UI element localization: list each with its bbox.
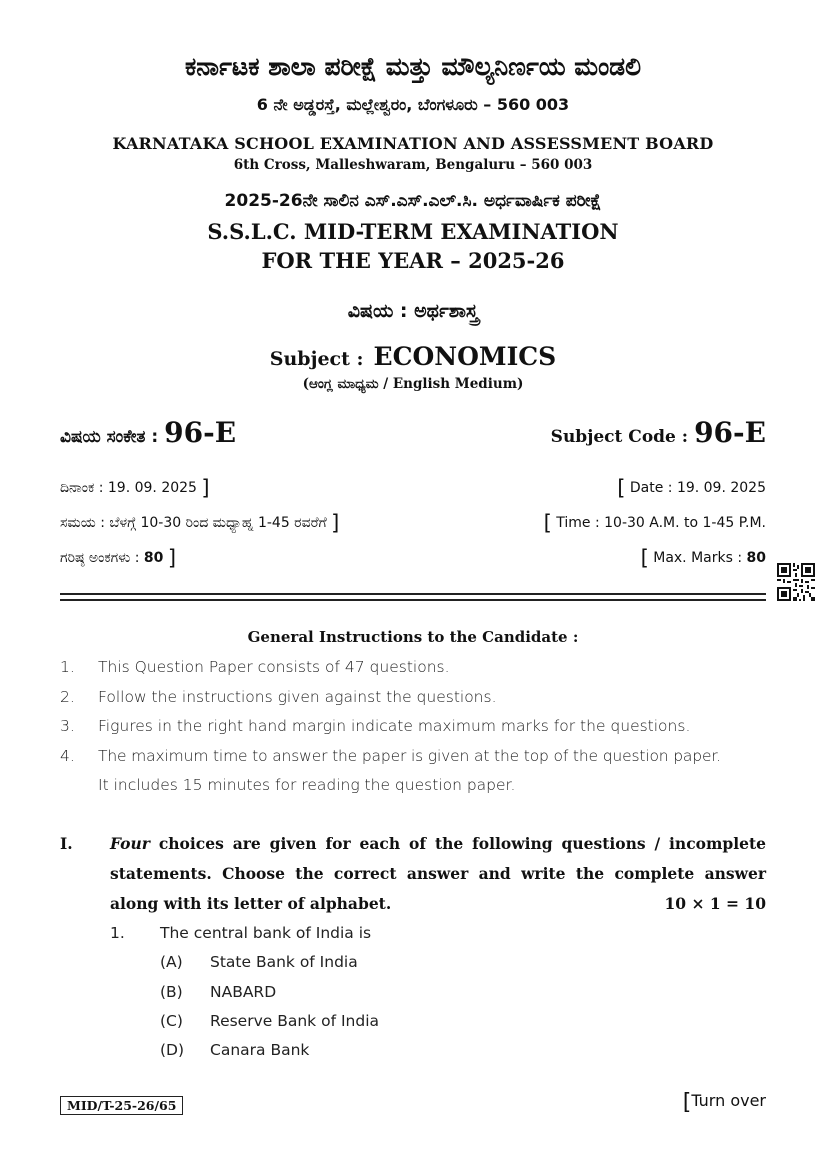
date-kannada-text: ದಿನಾಂಕ : 19. 09. 2025: [60, 480, 197, 496]
max-marks-english-value: 80: [746, 550, 766, 566]
section-emphasis: Four: [110, 834, 150, 853]
instruction-text: The maximum time to answer the paper is given at the top of the question paper.: [98, 747, 721, 765]
bracket-close: ]: [201, 476, 210, 500]
bracket-close: ]: [167, 546, 177, 570]
divider-line: [60, 593, 766, 595]
exam-title-kannada: 2025-26ನೇ ಸಾಲಿನ ಎಸ್.ಎಸ್.ಎಲ್.ಸಿ. ಅರ್ಧವಾರ್ಷಿಕ ಪರೀಕ್ಷೆ: [224, 191, 602, 211]
turn-over-text: Turn over: [691, 1091, 766, 1110]
instruction-text: Follow the instructions given against the questions.: [98, 688, 497, 706]
divider-line: [60, 599, 766, 601]
instruction-text: Figures in the right hand margin indicate maximum marks for the questions.: [98, 717, 691, 735]
max-marks-english: [641, 546, 766, 570]
section-number: I.: [60, 834, 73, 853]
instruction-text: It includes 15 minutes for reading the question paper.: [98, 776, 516, 794]
bracket-open: [: [640, 546, 649, 570]
instruction-number: 1.: [60, 658, 75, 676]
subject-code-english-label: Subject Code :: [550, 427, 689, 447]
option-letter: (A): [160, 953, 183, 971]
option-text: NABARD: [210, 983, 277, 1001]
exam-title-english-line2: FOR THE YEAR – 2025-26: [261, 248, 565, 273]
instruction-number: 2.: [60, 688, 75, 706]
bracket-open: [: [617, 476, 626, 500]
board-address-kannada: 6 ನೇ ಅಡ್ಡರಸ್ತೆ, ಮಲ್ಲೇಶ್ವರಂ, ಬೆಂಗಳೂರು – 560 003: [256, 95, 570, 114]
medium-english: / English Medium: [378, 376, 517, 392]
board-name-english: KARNATAKA SCHOOL EXAMINATION AND ASSESSMENT BOARD: [112, 134, 714, 153]
bracket-open: [: [543, 511, 552, 535]
section-marks: 10 × 1 = 10: [664, 894, 766, 913]
paper-code-badge: MID/T-25-26/65: [60, 1096, 183, 1115]
time-english-text: Time : 10-30 A.M. to 1-45 P.M.: [556, 515, 766, 531]
date-english-text: Date : 19. 09. 2025: [629, 480, 766, 496]
bracket-close: ]: [331, 511, 340, 535]
section-one: [60, 834, 766, 924]
exam-title-english-line1: S.S.L.C. MID-TERM EXAMINATION: [207, 219, 619, 244]
date-kannada: [60, 476, 210, 500]
section-instruction-text: choices are given for each of the following questions / incomplete: [149, 834, 766, 853]
option-letter: (B): [160, 983, 183, 1001]
bracket-open: [: [682, 1090, 692, 1115]
board-name-kannada: ಕರ್ನಾಟಕ ಶಾಲಾ ಪರೀಕ್ಷೆ ಮತ್ತು ಮೌಲ್ಯನಿರ್ಣಯ ಮಂಡಲಿ: [185, 52, 641, 81]
medium-note: [0, 376, 826, 392]
qr-code-icon: [777, 563, 815, 601]
question-number: 1.: [110, 924, 125, 942]
subject-code-kannada-label: ವಿಷಯ ಸಂಕೇತ :: [60, 427, 159, 447]
option-letter: (D): [160, 1041, 185, 1059]
section-instruction-line: [110, 834, 766, 853]
subject-code-kannada-value: 96-E: [164, 416, 237, 449]
option-text: Canara Bank: [210, 1041, 310, 1059]
subject-label: Subject :: [269, 348, 364, 370]
subject-heading: [0, 342, 826, 371]
max-marks-kannada: [60, 546, 176, 570]
section-instruction-line: statements. Choose the correct answer and write the complete answer: [110, 864, 766, 883]
date-english: [617, 476, 766, 500]
option-letter: (C): [160, 1012, 183, 1030]
subject-code-english: [551, 416, 766, 449]
section-instruction-line: along with its letter of alphabet.: [110, 894, 392, 913]
subject-code-english-value: 96-E: [694, 416, 766, 449]
turn-over-note: [683, 1090, 766, 1115]
max-marks-kannada-label: ಗರಿಷ್ಠ ಅಂಕಗಳು :: [60, 550, 144, 566]
medium-kannada: ಆಂಗ್ಲ ಮಾಧ್ಯಮ: [309, 376, 379, 392]
question-text: The central bank of India is: [160, 924, 372, 942]
subject-value: ECONOMICS: [373, 342, 557, 371]
subject-kannada: ವಿಷಯ : ಅರ್ಥಶಾಸ್ತ್ರ: [347, 300, 479, 322]
instruction-text: This Question Paper consists of 47 questions.: [98, 658, 450, 676]
instruction-number: 4.: [60, 747, 75, 765]
time-kannada-text: ಸಮಯ : ಬೆಳಗ್ಗೆ 10-30 ರಿಂದ ಮಧ್ಯಾಹ್ನ 1-45 ರವರೆಗೆ: [60, 515, 327, 531]
option-text: Reserve Bank of India: [210, 1012, 379, 1030]
medium-close-paren: ): [516, 376, 524, 392]
max-marks-kannada-value: 80: [143, 550, 164, 566]
board-address-english: 6th Cross, Malleshwaram, Bengaluru – 560 003: [233, 157, 593, 173]
time-kannada: [60, 511, 339, 535]
medium-open-paren: (: [302, 376, 309, 392]
max-marks-english-label: Max. Marks :: [653, 550, 747, 566]
instruction-number: 3.: [60, 717, 75, 735]
option-text: State Bank of India: [210, 953, 358, 971]
subject-code-kannada: [60, 416, 236, 449]
instructions-heading: General Instructions to the Candidate :: [247, 628, 579, 646]
time-english: [544, 511, 766, 535]
